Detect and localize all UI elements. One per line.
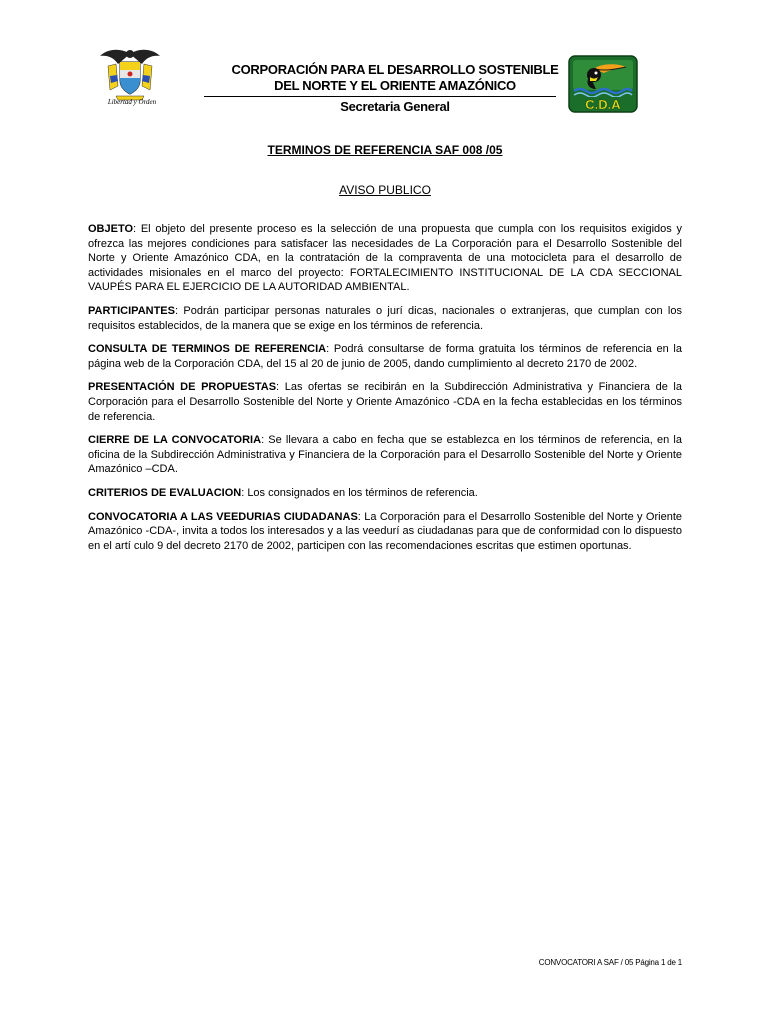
section-body: : El objeto del presente proceso es la selección de una propuesta que cumpla con los requisitos exigidos y ofrezca las mejores condiciones para satisfacer las necesidades de La Corporación para el Desarrollo Sostenible del Norte y Oriente Amazónico CDA, en la contratación de la compraventa de una motocicleta para el desarrollo de actividades misionales en el marco del proyecto: FORTALECIMIENTO INSTITUCIONAL DE LA CDA SECCIONAL VAUPÉS PARA EL EJERCICIO DE LA AUTORIDAD AMBIENTAL. bbox=[88, 223, 682, 294]
page-footer: CONVOCATORI A SAF / 05 Página 1 de 1 bbox=[538, 958, 682, 967]
document-body bbox=[88, 222, 682, 562]
section-criterios bbox=[88, 486, 682, 501]
header-title-line2: DEL NORTE Y EL ORIENTE AMAZÓNICO bbox=[274, 78, 516, 93]
svg-text:C.D.A: C.D.A bbox=[585, 97, 621, 112]
notice-title: AVISO PUBLICO bbox=[339, 183, 431, 197]
header-subtitle: Secretaria General bbox=[340, 99, 450, 114]
section-consulta bbox=[88, 342, 682, 371]
header-title-line1: CORPORACIÓN PARA EL DESARROLLO SOSTENIBLE bbox=[231, 62, 559, 77]
section-objeto bbox=[88, 222, 682, 295]
section-body: : Se llevara a cabo en fecha que se establezca en los términos de referencia, en la oficina de la Subdirección Administrativa y Financiera de la Corporación para el Desarrollo Sostenible del Norte y Oriente Amazónico –CDA. bbox=[88, 434, 682, 476]
section-heading: OBJETO bbox=[88, 223, 134, 235]
section-participantes bbox=[88, 304, 682, 333]
header-divider bbox=[204, 96, 556, 97]
motto-text: Libertad y Orden bbox=[107, 98, 157, 106]
section-presentacion bbox=[88, 380, 682, 424]
section-body: : Podrá consultarse de forma gratuita los términos de referencia en la página web de la Corporación CDA, del 15 al 20 de junio de 2005, dando cumplimiento al decreto 2170 de 2002. bbox=[88, 343, 682, 370]
section-heading: PARTICIPANTES bbox=[88, 304, 175, 317]
section-heading: PRESENTACIÓN DE PROPUESTAS bbox=[88, 381, 277, 394]
section-heading: CRITERIOS DE EVALUACION bbox=[88, 486, 242, 499]
section-heading: CONSULTA DE TERMINOS DE REFERENCIA bbox=[88, 343, 327, 356]
section-body: : Podrán participar personas naturales o jurí dicas, nacionales o extranjeras, que cumplan con los requisitos establecidos, de la manera que se exige en los términos de referencia. bbox=[88, 304, 682, 332]
section-veedurias bbox=[88, 510, 682, 554]
section-body: : La Corporación para el Desarrollo Sostenible del Norte y Oriente Amazónico -CDA-, invita a todos los interesados y a las veedurí as ciudadanas para que de conformidad con lo dispuesto en el artí culo 9 del decreto 2170 de 2002, participen con las recomendaciones escritas que estimen oportunas. bbox=[88, 510, 683, 552]
section-heading: CONVOCATORIA A LAS VEEDURIAS CIUDADANAS bbox=[88, 510, 358, 523]
section-body: : Los consignados en los términos de referencia. bbox=[241, 486, 478, 499]
terms-title: TERMINOS DE REFERENCIA SAF 008 /05 bbox=[267, 143, 503, 157]
section-body: : Las ofertas se recibirán en la Subdirección Administrativa y Financiera de la Corporación para el Desarrollo Sostenible del Norte y Oriente Amazónico -CDA en la fecha establecidas en los términos de referencia. bbox=[88, 381, 682, 423]
section-cierre bbox=[88, 433, 682, 477]
section-heading: CIERRE DE LA CONVOCATORIA bbox=[88, 434, 262, 447]
